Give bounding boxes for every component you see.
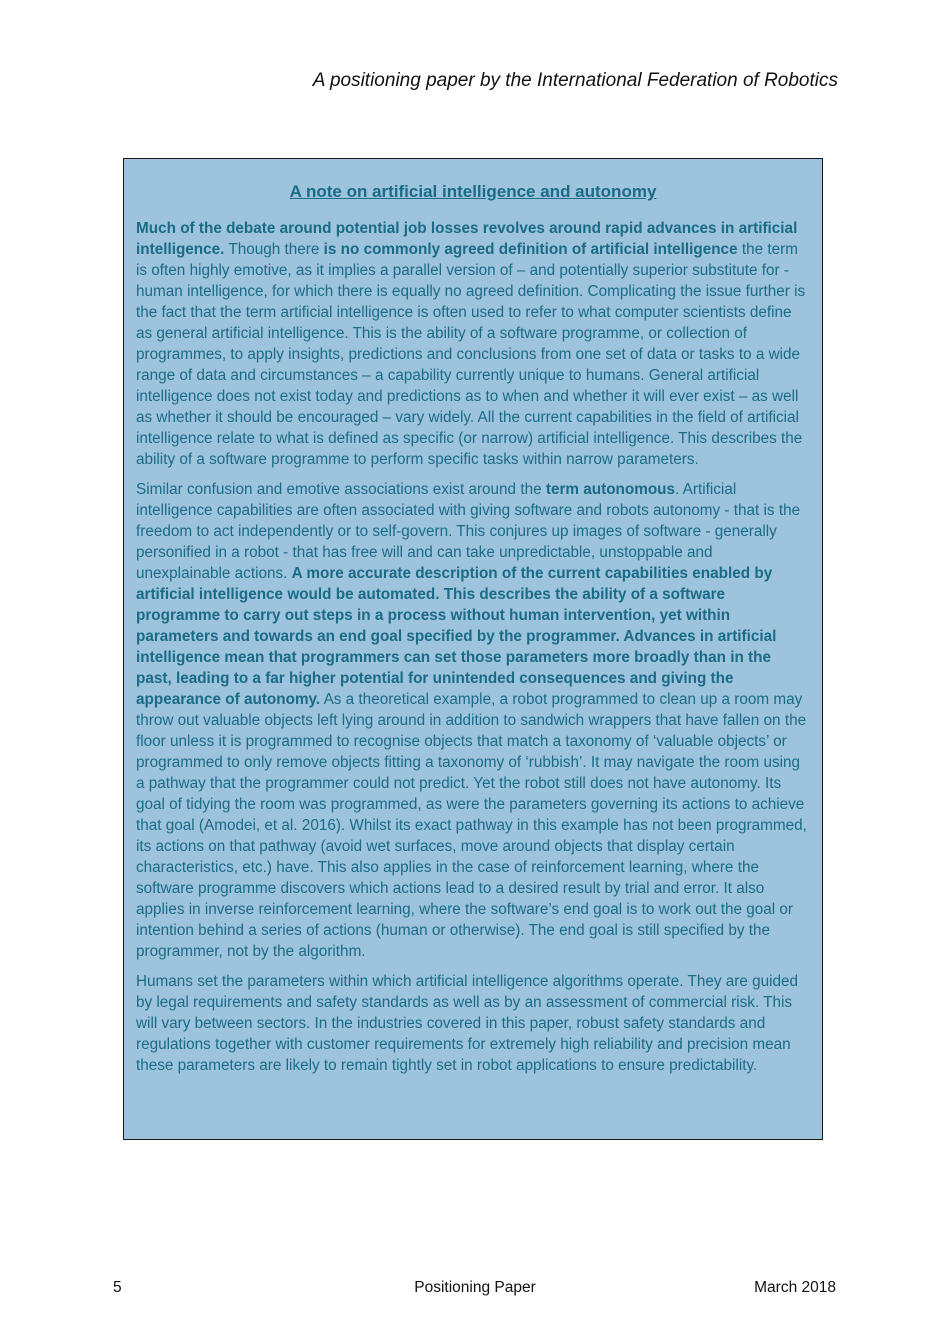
page-number: 5 bbox=[113, 1279, 122, 1296]
text-run: Humans set the parameters within which artificial intelligence algorithms operate. They are guided by legal requirements and safety standards as well as by an assessment of commercial risk. This will vary between sectors. In the industries covered in this paper, robust safety standards and regulations together with customer requirements for extremely high reliability and precision mean these parameters are likely to remain tightly set in robot applications to ensure predictability. bbox=[136, 973, 799, 1074]
note-title: A note on artificial intelligence and autonomy bbox=[289, 182, 657, 201]
bold-run: is no commonly agreed definition of artificial intelligence bbox=[323, 241, 738, 258]
text-run: . Artificial intelligence capabilities are often associated with giving software and robots autonomy - that is the freedom to act independently or to self-govern. This conjures up images of software - generally personified in a robot - that has free will and can take unpredictable, unstoppable and unexplainable actions. bbox=[136, 481, 801, 582]
note-paragraph-3 bbox=[136, 971, 810, 1076]
footer-doc-type: Positioning Paper bbox=[414, 1279, 536, 1296]
note-paragraph-2 bbox=[136, 479, 810, 962]
text-run: Though there bbox=[224, 241, 324, 258]
text-run: As a theoretical example, a robot programmed to clean up a room may throw out valuable objects left lying around in addition to sandwich wrappers that have fallen on the floor unless it is programmed to recognise objects that match a taxonomy of ‘valuable objects’ or programmed to only remove objects fitting a taxonomy of ‘rubbish’. It may navigate the room using a pathway that the programmer could not predict. Yet the robot still does not have autonomy. Its goal of tidying the room was programmed, as were the parameters governing its actions to achieve that goal (Amodei, et al. 2016). Whilst its exact pathway in this example has not been programmed, its actions on that pathway (avoid wet surfaces, move around objects that display certain characteristics, etc.) have. This also applies in the case of reinforcement learning, where the software programme discovers which actions lead to a desired result by trial and error. It also applies in inverse reinforcement learning, where the software’s end goal is to work out the goal or intention behind a series of actions (human or otherwise). The end goal is still specified by the programmer, not by the algorithm. bbox=[136, 691, 807, 960]
note-box bbox=[123, 158, 823, 1140]
text-run: Similar confusion and emotive associations exist around the bbox=[136, 481, 546, 498]
bold-run: Much of the debate around potential job losses revolves around rapid advances in artificial intelligence. bbox=[136, 220, 798, 258]
bold-run: term autonomous bbox=[545, 481, 676, 498]
bold-run: A more accurate description of the current capabilities enabled by artificial intelligence would be automated. This describes the ability of a software programme to carry out steps in a process without human intervention, yet within parameters and towards an end goal specified by the programmer. Advances in artificial intelligence mean that programmers can set those parameters more broadly than in the past, leading to a far higher potential for unintended consequences and giving the appearance of autonomy. bbox=[136, 565, 777, 708]
note-paragraph-1 bbox=[136, 218, 810, 470]
footer-date: March 2018 bbox=[754, 1279, 836, 1296]
text-run: the term is often highly emotive, as it implies a parallel version of – and potentially superior substitute for - human intelligence, for which there is equally no agreed definition. Complicating the issue further is the fact that the term artificial intelligence is often used to refer to what computer scientists define as general artificial intelligence. This is the ability of a software programme, or collection of programmes, to apply insights, predictions and conclusions from one set of data or tasks to a wide range of data and circumstances – a capability currently unique to humans. General artificial intelligence does not exist today and predictions as to when and whether it will ever exist – as well as whether it should be encouraged – vary widely. All the current capabilities in the field of artificial intelligence relate to what is defined as specific (or narrow) artificial intelligence. This describes the ability of a software programme to perform specific tasks within narrow parameters. bbox=[136, 241, 806, 468]
page-header: A positioning paper by the International Federation of Robotics bbox=[312, 70, 838, 91]
